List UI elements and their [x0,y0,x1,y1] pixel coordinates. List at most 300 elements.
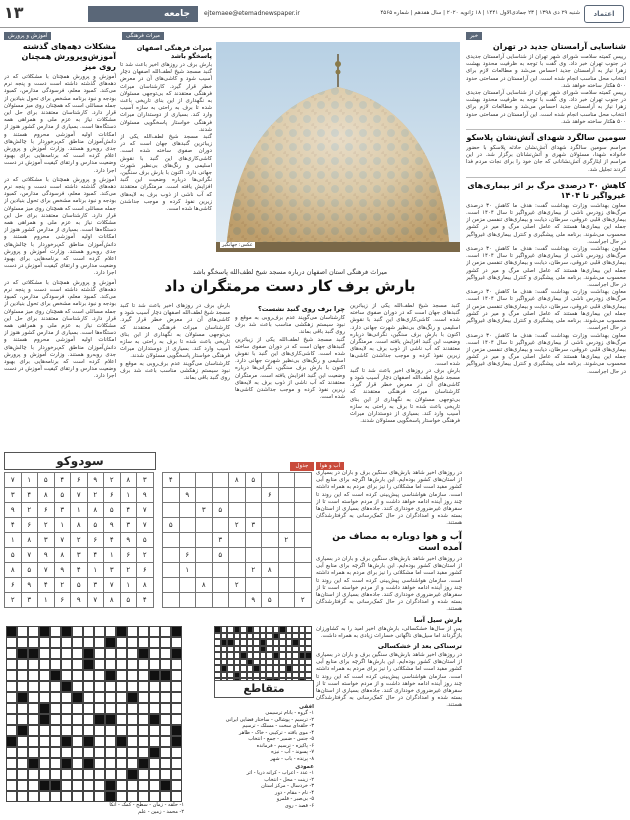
page-number: ۱۳ [4,3,24,22]
culture-subhead: چرا برف روی گنبد نشست؟ [258,305,345,313]
crossword-cell [39,648,50,659]
sudoku-cell [229,488,246,503]
article-body: آموزش و پرورش همچنان با مشکلاتی که در دهه‌های گذشته داشته است دست و پنجه نرم می‌کند. کمبود معلم، فرسودگی مدارس، کمبود بودجه و نبود برنامه مشخص برای تحول بنیادین از جمله مسائلی است که همچنان روی میز مسئولان قرار دارد. کارشناسان معتقدند برای حل این مشکلات نیاز به عزم ملی و همراهی همه دستگاه‌ها است. بسیاری از مدارس کشور هنوز از امکانات اولیه آموزشی محروم هستند و دانش‌آموزان مناطق کم‌برخوردار با چالش‌های جدی روبه‌رو هستند. وزارت آموزش و پرورش اعلام کرده است که برنامه‌هایی برای بهبود وضعیت مدارس و ارتقای کیفیت آموزش در دست اجرا دارد. [4,74,116,174]
clue-item: ۴- نام - مقام - دور [275,789,314,796]
crossword-cell [149,769,160,780]
crossword-cell [138,626,149,637]
crossword-cell [94,681,105,692]
sudoku-cell [245,533,262,548]
sudoku-cell: ۵ [87,518,104,533]
crossword-cell [105,736,116,747]
sudoku-cell: ۲ [229,518,246,533]
down-clues [214,770,314,809]
crossword-cell [72,780,83,791]
crossword-cell [61,747,72,758]
sudoku-cell: ۶ [71,473,88,488]
sudoku-cell: ۹ [21,578,38,593]
crossword-cell [138,714,149,725]
sudoku-cell: ۲ [104,473,121,488]
crossword-cell [171,670,182,681]
crossword-cell [61,648,72,659]
sudoku-cell [229,503,246,518]
news-body-3d: معاون بهداشت وزارت بهداشت گفت: هدف ما کاهش ۳۰ درصدی مرگ‌های زودرس ناشی از بیماری‌های غیرواگیر تا سال ۱۴۰۴ است. بیماری‌های قلبی عروقی، سرطان، دیابت و بیماری‌های تنفسی مزمن از جمله این بیماری‌ها هستند که عامل اصلی مرگ و میر در کشور محسوب می‌شوند. برنامه ملی پیشگیری و کنترل بیماری‌های غیرواگیر در حال اجراست. [466,332,626,375]
weather-tag: آب و هوا [316,462,344,470]
crossword-cell [72,736,83,747]
sudoku-cell: ۹ [54,563,71,578]
sudoku-cell: ۹ [120,533,137,548]
crossword-cell [39,681,50,692]
crossword-cell [116,747,127,758]
crossword-cell [83,703,94,714]
sudoku-cell [278,488,295,503]
crossword-cell [17,626,28,637]
crossword-cell [94,637,105,648]
sudoku-cell: ۱ [120,488,137,503]
crossword-cell [105,703,116,714]
crossword-cell [17,780,28,791]
crossword-cell [94,670,105,681]
crossword-cell [160,714,171,725]
crossword-cell [39,703,50,714]
sudoku-cell [196,488,213,503]
crossword-cell [116,791,127,802]
crossword-cell [28,725,39,736]
crossword-cell [61,780,72,791]
weather-headline: آب و هوا دوباره به مصاف من آمده است [332,532,462,553]
sudoku-cell [212,578,229,593]
sudoku-cell [278,518,295,533]
crossword-cell [17,714,28,725]
crossword-cell [17,670,28,681]
crossword-cell [138,648,149,659]
crossword-cell [83,670,94,681]
sudoku-cell: ۷ [137,518,154,533]
culture-sidebar-head: میراث فرهنگی اصفهان پاسخگو باشد [136,44,212,60]
sudoku-cell [245,578,262,593]
sudoku-cell: ۸ [104,593,121,608]
article-title: مشکلات دهه‌های گذشته آموزش‌وپرورش همچنان روی میز [21,42,116,71]
crossword-cell [105,692,116,703]
crossword-cell [127,659,138,670]
crossword-cell [83,692,94,703]
sudoku-cell: ۳ [38,533,55,548]
sudoku-cell [262,473,279,488]
crossword-cell [171,659,182,670]
news-body-3c: معاون بهداشت وزارت بهداشت گفت: هدف ما کاهش ۳۰ درصدی مرگ‌های زودرس ناشی از بیماری‌های غیرواگیر تا سال ۱۴۰۴ است. بیماری‌های قلبی عروقی، سرطان، دیابت و بیماری‌های تنفسی مزمن از جمله این بیماری‌ها هستند که عامل اصلی مرگ و میر در کشور محسوب می‌شوند. برنامه ملی پیشگیری و کنترل بیماری‌های غیرواگیر در حال اجراست. [466,289,626,332]
sudoku-cell [196,563,213,578]
sudoku-cell [245,548,262,563]
crossword-cell [83,780,94,791]
mosque-dome-photo [216,42,460,252]
headline-block [120,268,460,302]
sudoku-cell: ۸ [54,548,71,563]
culture-body-columns [120,303,460,458]
news-title-1: شناسایی آرامستان جدید در تهران [492,42,626,51]
sudoku-cell: ۹ [137,488,154,503]
culture-col-3-text-2: کارشناسان می‌گویند عدم برف‌روبی به موقع و نبود سیستم زهکشی مناسب باعث شد برف روی گنبد باقی بماند. [120,360,230,382]
crossword-cell [105,769,116,780]
puzzle-label [290,462,314,471]
crossword-cell [50,758,61,769]
clue-item: ۷- پسوند - آب - نیزه [271,749,314,755]
sudoku-cell: ۱ [71,503,88,518]
crossword-cell [160,736,171,747]
sudoku-cell: ۶ [262,488,279,503]
sudoku-cell: ۶ [21,518,38,533]
crossword-cell [6,725,17,736]
news-body-1: رییس کمیته سلامت شورای شهر تهران از شناسایی آرامستان جدیدی در جنوب تهران خبر داد. وی گفت با توجه به ظرفیت محدود بهشت زهرا نیاز به آرامستان جدید احساس می‌شد و مطالعات لازم برای انتخاب محل مناسب انجام شده است. این آرامستان در مساحتی حدود ۵۰۰ هکتار ساخته خواهد شد. [466,54,626,89]
clue-item: ۴- موی بافته - ترکیبی - خاک - ظاهر [239,729,314,736]
sudoku-cell: ۶ [179,548,196,563]
sudoku-cell: ۶ [54,593,71,608]
sudoku-cell [262,533,279,548]
crossword-cell [127,637,138,648]
crossword-cell [50,637,61,648]
sudoku-cell: ۲ [245,563,262,578]
crossword-title: متقاطع [243,682,285,695]
crossword-cell [72,769,83,780]
crossword-cell [72,791,83,802]
crossword-cell [83,747,94,758]
crossword-cell [105,747,116,758]
solution-clue-list [4,802,184,815]
crossword-cell [28,692,39,703]
crossword-cell [171,769,182,780]
crossword-cell [171,758,182,769]
sudoku-cell [196,593,213,608]
crossword-cell [127,692,138,703]
crossword-cell [149,747,160,758]
crossword-cell [127,758,138,769]
crossword-cell [138,758,149,769]
crossword-cell [39,659,50,670]
crossword-cell [17,681,28,692]
clue-item: ۵- بی‌صبر - قلمرو [276,796,314,802]
crossword-cell [17,769,28,780]
crossword-cell [94,725,105,736]
crossword-cell [50,714,61,725]
sudoku-cell [229,593,246,608]
clue-item: ۱- حلقه - زمان - سطح - کمک - اتکا [109,802,184,808]
sudoku-cell: ۵ [212,503,229,518]
sudoku-cell: ۵ [212,548,229,563]
crossword-cell [6,736,17,747]
sudoku-cell [262,518,279,533]
crossword-cell [83,714,94,725]
crossword-cell [171,637,182,648]
crossword-cell [72,648,83,659]
weather-subhead-2: ترسناکی بعد از خشکسالی [377,642,462,651]
crossword-cell [72,747,83,758]
crossword-cell [149,736,160,747]
sudoku-cell: ۹ [5,503,22,518]
clue-item: ۶- پاکیزه - ترسیم - فرمانده [256,742,314,749]
crossword-cell [138,670,149,681]
sudoku-cell: ۳ [87,578,104,593]
sudoku-cell: ۸ [229,473,246,488]
section-title: جامعه [88,6,198,22]
crossword-cell [116,681,127,692]
crossword-cell [105,791,116,802]
crossword-cell [39,791,50,802]
news-body-3b: معاون بهداشت وزارت بهداشت گفت: هدف ما کاهش ۳۰ درصدی مرگ‌های زودرس ناشی از بیماری‌های غیرواگیر تا سال ۱۴۰۴ است. بیماری‌های قلبی عروقی، سرطان، دیابت و بیماری‌های تنفسی مزمن از جمله این بیماری‌ها هستند که عامل اصلی مرگ و میر در کشور محسوب می‌شوند. برنامه ملی پیشگیری و کنترل بیماری‌های غیرواگیر در حال اجراست. [466,246,626,289]
sudoku-cell: ۶ [104,488,121,503]
crossword-cell [171,747,182,758]
crossword-cell [83,736,94,747]
crossword-cell [171,681,182,692]
culture-sidebar-body-2: گنبد مسجد شیخ لطف‌الله یکی از زیباترین گنبدهای جهان است که در دوران صفوی ساخته شده است. کاشی‌کاری‌های این گنبد با نقوش اسلیمی و رنگ‌های بی‌نظیر شهرت جهانی دارد. اکنون با بارش برف سنگین، نگرانی‌ها درباره وضعیت این گنبد افزایش یافته است. مرمتگران معتقدند که آب ناشی از ذوب برف به لایه‌های زیرین نفوذ کرده و موجب جداشدن کاشی‌ها شده است. [120,134,212,213]
crossword-cell [105,681,116,692]
crossword-cell [39,714,50,725]
sudoku-cell: ۱ [5,533,22,548]
sudoku-cell: ۴ [87,548,104,563]
crossword-cell [83,659,94,670]
sudoku-cell: ۹ [38,548,55,563]
crossword-cell [17,725,28,736]
crossword-cell [6,747,17,758]
crossword-cell [28,648,39,659]
crossword-cell [6,703,17,714]
sudoku-title: سودوکو [56,454,104,468]
crossword-cell [83,758,94,769]
sudoku-cell [245,488,262,503]
crossword-cell [28,791,39,802]
crossword-cell [149,791,160,802]
sudoku-cell: ۸ [87,503,104,518]
crossword-cell [50,769,61,780]
crossword-cell [116,758,127,769]
sudoku-cell: ۳ [212,533,229,548]
sudoku-cell [212,473,229,488]
crossword-cell [50,626,61,637]
crossword-cell [39,769,50,780]
crossword-cell [28,769,39,780]
crossword-cell [61,681,72,692]
sudoku-cell [295,563,312,578]
crossword-cell [105,780,116,791]
sudoku-cell: ۶ [87,533,104,548]
sudoku-cell: ۸ [21,533,38,548]
crossword-cell [105,758,116,769]
sudoku-cell [163,593,180,608]
crossword-cell [149,681,160,692]
sudoku-cell: ۷ [38,563,55,578]
crossword-cell [50,670,61,681]
news-body-2: مراسم سومین سالگرد شهدای آتش‌نشان حادثه پلاسکو با حضور خانواده شهدا، مسئولان شهری و آتش‌نشانان برگزار شد. در این مراسم از ایثارگری آتش‌نشانانی که جان خود را برای نجات مردم فدا کردند تجلیل شد. [466,145,626,173]
crossword-cell [160,769,171,780]
crossword-cell [39,692,50,703]
crossword-cell [94,626,105,637]
sudoku-cell: ۶ [38,503,55,518]
clue-item: ۱- گروه - بانام ترسیمی [265,710,314,716]
crossword-cell [116,736,127,747]
crossword-cell [171,626,182,637]
sudoku-cell [179,518,196,533]
weather-body-3: در روزهای اخیر شاهد بارش‌های سنگین برف و باران در بسیاری از استان‌های کشور بوده‌ایم. این بارش‌ها اگرچه برای منابع آبی کشور مفید است اما مشکلاتی را نیز برای مردم به همراه داشته است. سازمان هواشناسی پیش‌بینی کرده است که این روند تا چند روز آینده ادامه خواهد داشت و از مردم خواسته است تا از سفرهای غیرضروری خودداری کنند. جاده‌های بسیاری از استان‌ها بسته شده و امدادگران در حال کمک‌رسانی به گرفتارشدگان هستند. [316,652,462,709]
weather-body: در روزهای اخیر شاهد بارش‌های سنگین برف و باران در بسیاری از استان‌های کشور بوده‌ایم. این بارش‌ها اگرچه برای منابع آبی کشور مفید است اما مشکلاتی را نیز برای مردم به همراه داشته است. سازمان هواشناسی پیش‌بینی کرده است که این روند تا چند روز آینده ادامه خواهد داشت و از مردم خواسته است تا از سفرهای غیرضروری خودداری کنند. جاده‌های بسیاری از استان‌ها بسته شده و امدادگران در حال کمک‌رسانی به گرفتارشدگان هستند. [316,556,462,613]
clue-item: ۸- پرنده - باب - شهر [270,755,314,762]
sudoku-solution-grid [4,472,154,608]
crossword-cell [6,714,17,725]
divider [466,177,626,178]
crossword-cell [94,648,105,659]
sudoku-cell [163,488,180,503]
clue-item: ۲- ترسیم - پوشالی - ساختار فضایی ایرانی [225,716,314,723]
news-title-2: سومین سالگرد شهدای آتش‌نشان پلاسکو [466,133,626,143]
crossword-cell [61,758,72,769]
culture-col-2 [235,303,345,458]
culture-col-1 [350,303,460,458]
sudoku-cell: ۵ [104,503,121,518]
crossword-cell [127,747,138,758]
crossword-cell [94,769,105,780]
crossword-cell [6,626,17,637]
sudoku-cell: ۴ [71,563,88,578]
sudoku-cell: ۲ [137,548,154,563]
sudoku-cell: ۷ [137,503,154,518]
sudoku-cell: ۹ [179,488,196,503]
crossword-cell [138,747,149,758]
sudoku-cell: ۵ [54,488,71,503]
crossword-cell [127,670,138,681]
sudoku-cell: ۱ [38,593,55,608]
sudoku-cell: ۲ [87,488,104,503]
across-clues [214,710,314,762]
across-title: افقی [298,704,314,710]
sudoku-cell: ۳ [54,503,71,518]
crossword-cell [28,659,39,670]
sudoku-cell: ۲ [5,593,22,608]
crossword-cell [138,681,149,692]
crossword-cell [83,681,94,692]
crossword-cell [116,692,127,703]
sudoku-cell: ۷ [5,473,22,488]
crossword-cell [17,659,28,670]
crossword-cell [149,637,160,648]
sudoku-cell [295,488,312,503]
sudoku-cell: ۹ [245,593,262,608]
sudoku-cell [179,533,196,548]
crossword-cell [105,648,116,659]
crossword-cell [160,626,171,637]
crossword-cell [116,714,127,725]
sudoku-cell: ۵ [120,593,137,608]
puzzle-label-text: جدول [295,463,309,469]
crossword-cell [94,714,105,725]
newspaper-logo: اعتماد [584,5,624,23]
sudoku-cell [229,533,246,548]
news-tag: خبر [466,32,482,40]
crossword-cell [149,692,160,703]
sudoku-cell: ۵ [163,518,180,533]
sudoku-cell [179,473,196,488]
sudoku-cell: ۵ [262,593,279,608]
crossword-cell [116,648,127,659]
weather-body-2: پس از سال‌ها خشکسالی، بارش‌های اخیر امید را به کشاورزان بازگرداند اما سیل‌های ناگهانی خسارات زیادی به همراه داشت. [316,625,462,639]
crossword-cell [138,703,149,714]
crossword-cell [116,769,127,780]
crossword-cell [149,725,160,736]
crossword-cell [94,703,105,714]
sudoku-cell: ۳ [104,563,121,578]
crossword-cell [61,791,72,802]
crossword-cell [171,703,182,714]
crossword-cell [50,648,61,659]
clue-item: ۲- محمد - زمین - علم [138,808,184,815]
crossword-cell [171,648,182,659]
sudoku-cell [212,593,229,608]
clue-item: ۳- خردسال - مرکز استان [261,783,314,789]
sudoku-cell: ۷ [87,593,104,608]
crossword-cell [61,714,72,725]
sudoku-cell: ۶ [137,563,154,578]
culture-sidebar-body: بارش برف در روزهای اخیر باعث شد تا گنبد مسجد شیخ لطف‌الله اصفهان دچار آسیب شود و کاشی‌های آن در معرض خطر قرار گیرد. کارشناسان میراث فرهنگی معتقدند که بی‌توجهی مسئولان به نگهداری از این بنای تاریخی باعث شده تا برف به راحتی به سازه آسیب وارد کند. بسیاری از دوستداران میراث فرهنگی خواستار پاسخگویی مسئولان شدند. [120,62,212,133]
crossword-cell [83,648,94,659]
crossword-cell [94,747,105,758]
clue-item: ۶- قصد - روی [284,802,314,809]
crossword-cell [160,780,171,791]
crossword-cell [149,758,160,769]
crossword-cell [149,648,160,659]
crossword-cell [72,659,83,670]
sudoku-cell [163,578,180,593]
crossword-cell [39,626,50,637]
crossword-cell [138,769,149,780]
news-body-3: معاون بهداشت وزارت بهداشت گفت: هدف ما کاهش ۳۰ درصدی مرگ‌های زودرس ناشی از بیماری‌های غیرواگیر تا سال ۱۴۰۴ است. بیماری‌های قلبی عروقی، سرطان، دیابت و بیماری‌های تنفسی مزمن از جمله این بیماری‌ها هستند که عامل اصلی مرگ و میر در کشور محسوب می‌شوند. برنامه ملی پیشگیری و کنترل بیماری‌های غیرواگیر در حال اجراست. [466,202,626,245]
crossword-cell [6,791,17,802]
divider [466,129,626,130]
crossword-cell [138,637,149,648]
crossword-cell [72,670,83,681]
crossword-cell [94,736,105,747]
sudoku-cell [229,548,246,563]
weather-article [316,462,462,817]
clue-item: ۳- حلقه‌ای سخت - مسلک - ترسیم [242,723,314,729]
crossword-cell [28,626,39,637]
sudoku-cell: ۷ [104,578,121,593]
crossword-cell [116,670,127,681]
sudoku-cell: ۱ [21,473,38,488]
weather-lead: در روزهای اخیر شاهد بارش‌های سنگین برف و باران در بسیاری از استان‌های کشور بوده‌ایم. این بارش‌ها اگرچه برای منابع آبی کشور مفید است اما مشکلاتی را نیز برای مردم به همراه داشته است. سازمان هواشناسی پیش‌بینی کرده است که این روند تا چند روز آینده ادامه خواهد داشت و از مردم خواسته است تا از سفرهای غیرضروری خودداری کنند. جاده‌های بسیاری از استان‌ها بسته شده و امدادگران در حال کمک‌رسانی به گرفتارشدگان هستند. [316,470,462,527]
article-body-continued: آموزش و پرورش همچنان با مشکلاتی که در دهه‌های گذشته داشته است دست و پنجه نرم می‌کند. کمبود معلم، فرسودگی مدارس، کمبود بودجه و نبود برنامه مشخص برای تحول بنیادین از جمله مسائلی است که همچنان روی میز مسئولان قرار دارد. کارشناسان معتقدند برای حل این مشکلات نیاز به عزم ملی و همراهی همه دستگاه‌ها است. بسیاری از مدارس کشور هنوز از امکانات اولیه آموزشی محروم هستند و دانش‌آموزان مناطق کم‌برخوردار با چالش‌های جدی روبه‌رو هستند. وزارت آموزش و پرورش اعلام کرده است که برنامه‌هایی برای بهبود وضعیت مدارس و ارتقای کیفیت آموزش در دست اجرا دارد. [4,176,116,277]
crossword-cell [28,736,39,747]
crossword-cell [127,791,138,802]
crossword-cell [50,736,61,747]
crossword-cell [116,626,127,637]
crossword-cell [17,736,28,747]
crossword-cell [127,769,138,780]
clue-item: ۱- عدد - اعراب - کرانه دریا - اثر [246,770,314,776]
crossword-cell [149,659,160,670]
crossword-cell [61,725,72,736]
crossword-cell [50,692,61,703]
crossword-cell [105,725,116,736]
sudoku-cell: ۱ [120,578,137,593]
crossword-cell [28,670,39,681]
crossword-cell [39,780,50,791]
sudoku-cell: ۵ [21,563,38,578]
sudoku-cell: ۵ [71,578,88,593]
sudoku-cell: ۲ [295,593,312,608]
crossword-cell [6,769,17,780]
crossword-cell [138,736,149,747]
sudoku-cell [295,518,312,533]
sudoku-cell: ۸ [38,488,55,503]
crossword-cell [28,747,39,758]
crossword-cell [6,681,17,692]
crossword-cell [39,725,50,736]
crossword-cell [149,780,160,791]
